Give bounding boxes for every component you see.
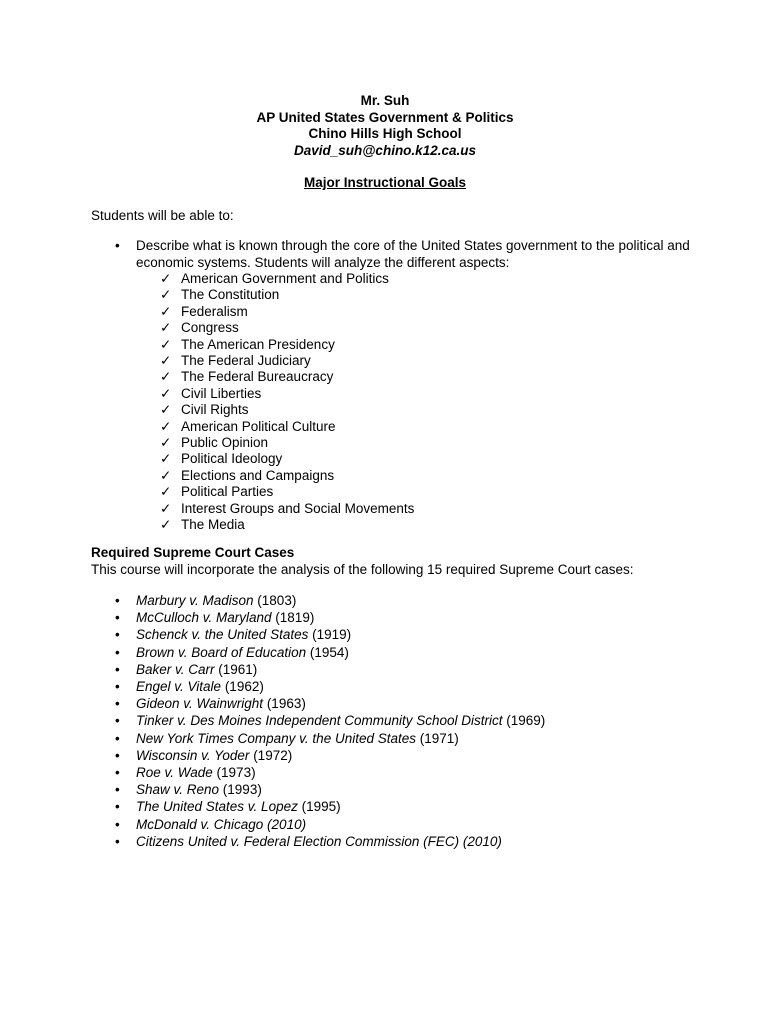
case-item (91, 816, 545, 833)
checklist-item-label: Political Ideology (181, 451, 283, 467)
checklist-item-label: Federalism (181, 303, 248, 319)
case-item (91, 712, 545, 729)
bullet-icon: • (115, 747, 120, 763)
checkmark-icon: ✓ (160, 385, 172, 401)
checklist-item (160, 484, 414, 500)
checklist-item (160, 271, 414, 287)
teacher-name: Mr. Suh (360, 93, 410, 108)
checklist-item (160, 451, 414, 467)
case-item (91, 626, 545, 643)
bullet-icon: • (115, 627, 120, 643)
case-name: Engel v. Vitale (136, 679, 222, 695)
checklist-item (160, 386, 414, 402)
case-year: (1963) (263, 696, 306, 712)
document-header (0, 93, 770, 159)
case-name: Gideon v. Wainwright (136, 696, 264, 712)
case-item (91, 781, 545, 798)
case-year: (1969) (502, 713, 546, 729)
checklist-item (160, 517, 414, 533)
checklist-item-label: Interest Groups and Social Movements (181, 500, 415, 516)
bullet-icon: • (115, 713, 120, 729)
case-year: (1971) (416, 730, 459, 746)
case-year: (1919) (308, 627, 352, 643)
checklist-item-label: Congress (181, 320, 239, 336)
case-name: Marbury v. Madison (136, 593, 254, 608)
bullet-icon: • (115, 593, 120, 608)
case-name: New York Times Company v. the United States (136, 730, 416, 746)
case-year: (1954) (306, 644, 349, 660)
case-name: Brown v. Board of Education (136, 644, 307, 660)
case-item (91, 592, 545, 609)
checklist-item-label: The Federal Bureaucracy (181, 369, 334, 385)
checklist-item-label: The Constitution (181, 287, 280, 303)
course-title: AP United States Government & Politics (256, 109, 514, 125)
case-item (91, 833, 545, 850)
goals-intro: Students will be able to: (91, 208, 234, 223)
checklist-item-label: Civil Liberties (181, 385, 262, 401)
checkmark-icon: ✓ (160, 353, 172, 369)
case-item (91, 695, 545, 712)
checkmark-icon: ✓ (160, 303, 172, 319)
checklist-item-label: American Political Culture (181, 418, 336, 434)
checklist-item-label: Public Opinion (181, 435, 269, 451)
case-item (91, 747, 545, 764)
case-name: Wisconsin v. Yoder (136, 747, 250, 763)
cases-heading: Required Supreme Court Cases (91, 545, 295, 560)
case-name: Baker v. Carr (136, 661, 215, 677)
case-year: (1803) (253, 593, 297, 608)
checklist-item-label: The American Presidency (181, 336, 335, 352)
case-name: Shaw v. Reno (136, 782, 220, 798)
case-year: (1819) (271, 610, 315, 626)
goals-heading: Major Instructional Goals (303, 175, 467, 190)
case-name: Tinker v. Des Moines Independent Community School District (136, 713, 503, 729)
checkmark-icon: ✓ (160, 500, 172, 516)
bullet-icon: • (115, 833, 120, 849)
bullet-icon: • (115, 644, 120, 660)
checkmark-icon: ✓ (160, 271, 172, 286)
checklist-item (160, 468, 414, 484)
bullet-icon: • (115, 661, 120, 677)
case-year: (1962) (221, 679, 264, 695)
case-name: Schenck v. the United States (136, 627, 309, 643)
checklist-item (160, 337, 414, 353)
case-year: (1995) (297, 799, 341, 815)
checklist-item-label: Elections and Campaigns (181, 467, 335, 483)
case-name: McDonald v. Chicago (2010) (136, 816, 307, 832)
checklist-item-label: The Federal Judiciary (181, 353, 311, 369)
checklist-item (160, 435, 414, 451)
bullet-icon: • (115, 679, 120, 695)
checklist-item-label: Civil Rights (181, 402, 249, 418)
cases-intro: This course will incorporate the analysis of the following 15 required Supreme Court cases: (91, 562, 634, 577)
bullet-icon: • (115, 238, 120, 253)
case-item (91, 730, 545, 747)
goal-bullet-item (91, 238, 691, 271)
case-name: The United States v. Lopez (136, 799, 298, 815)
case-item (91, 661, 545, 678)
bullet-icon: • (115, 799, 120, 815)
case-item (91, 798, 545, 815)
school-name: Chino Hills High School (308, 126, 462, 141)
checklist-item (160, 320, 414, 336)
teacher-email: David_suh@chino.k12.ca.us (294, 142, 476, 158)
checkmark-icon: ✓ (160, 418, 172, 434)
checkmark-icon: ✓ (160, 467, 172, 483)
checklist-item (160, 369, 414, 385)
checkmark-icon: ✓ (160, 484, 172, 500)
checklist-item (160, 353, 414, 369)
case-item (91, 678, 545, 695)
bullet-icon: • (115, 782, 120, 798)
checklist-item (160, 304, 414, 320)
case-year: (1961) (214, 661, 258, 677)
case-item (91, 644, 545, 661)
case-name: Citizens United v. Federal Election Commission (FEC) (2010) (136, 833, 502, 849)
case-name: McCulloch v. Maryland (136, 610, 272, 626)
case-year: (1973) (212, 765, 256, 781)
goal-bullet-text: Describe what is known through the core of the United States government to the political and economic systems. Students will analyze the different aspects: (136, 238, 690, 270)
checklist-item (160, 419, 414, 435)
checklist-item (160, 501, 414, 517)
checklist-item-label: The Media (181, 517, 245, 533)
bullet-icon: • (115, 765, 120, 781)
checkmark-icon: ✓ (160, 435, 172, 451)
checkmark-icon: ✓ (160, 369, 172, 385)
case-year: (1972) (249, 747, 293, 763)
aspects-checklist (160, 271, 414, 534)
checklist-item-label: American Government and Politics (181, 271, 389, 286)
checkmark-icon: ✓ (160, 402, 172, 418)
checkmark-icon: ✓ (160, 336, 172, 352)
checklist-item (160, 287, 414, 303)
bullet-icon: • (115, 610, 120, 626)
case-item (91, 764, 545, 781)
checklist-item (160, 402, 414, 418)
bullet-icon: • (115, 816, 120, 832)
case-year: (1993) (219, 782, 262, 798)
checkmark-icon: ✓ (160, 287, 172, 303)
case-item (91, 609, 545, 626)
bullet-icon: • (115, 696, 120, 712)
checkmark-icon: ✓ (160, 451, 172, 467)
checkmark-icon: ✓ (160, 517, 172, 533)
case-name: Roe v. Wade (136, 765, 213, 781)
bullet-icon: • (115, 730, 120, 746)
checklist-item-label: Political Parties (181, 484, 274, 500)
cases-list (91, 592, 545, 850)
checkmark-icon: ✓ (160, 320, 172, 336)
